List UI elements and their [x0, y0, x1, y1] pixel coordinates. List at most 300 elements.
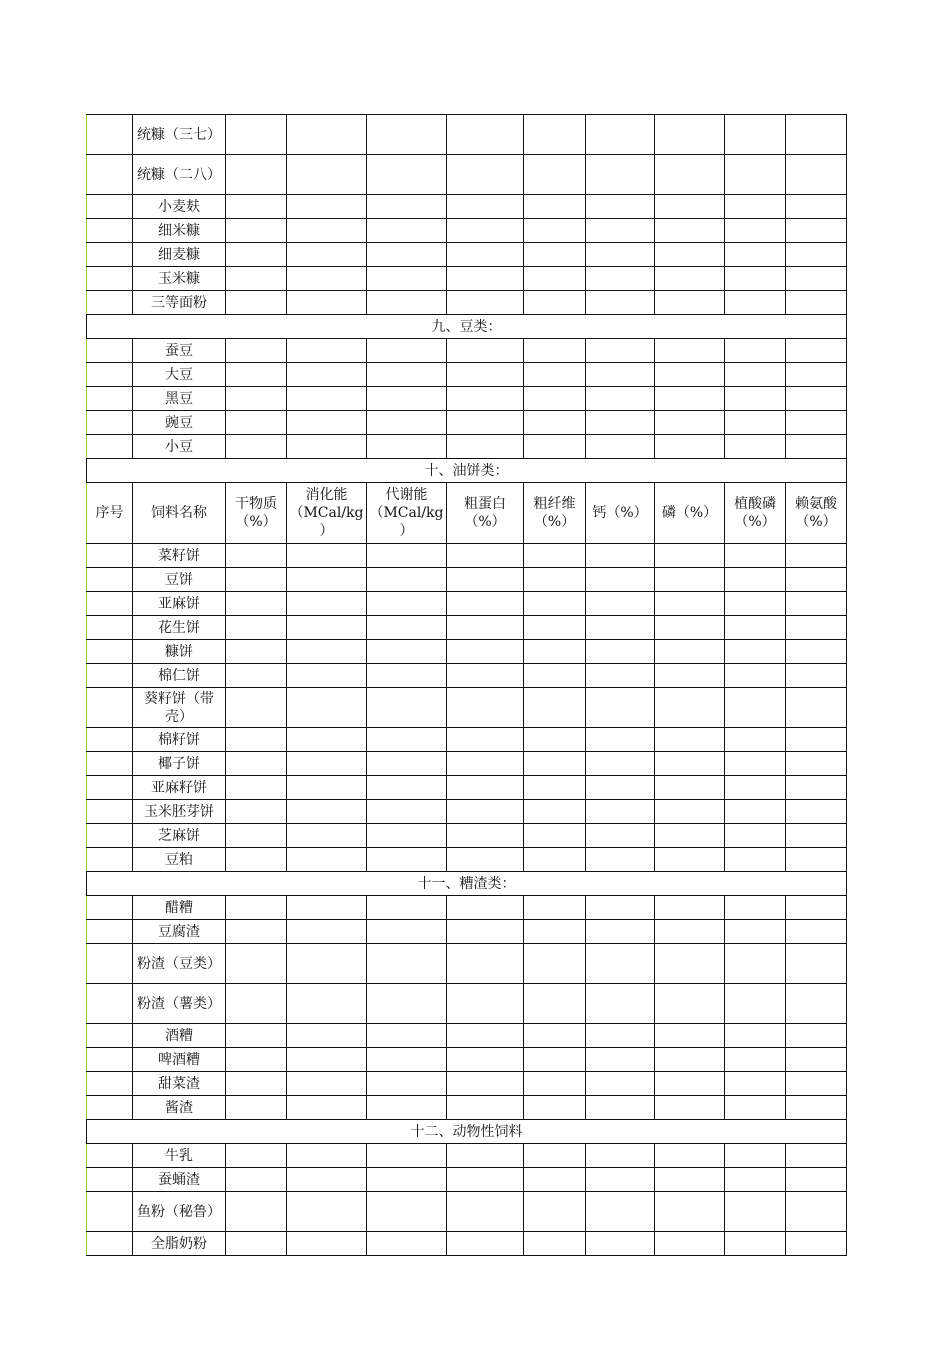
value-cell-p[interactable]	[655, 896, 725, 920]
value-cell-de[interactable]	[287, 1024, 367, 1048]
value-cell-ca[interactable]	[586, 664, 655, 688]
value-cell-ca[interactable]	[586, 1024, 655, 1048]
value-cell-lys[interactable]	[786, 387, 847, 411]
value-cell-cf[interactable]	[524, 115, 586, 155]
value-cell-p[interactable]	[655, 1232, 725, 1256]
value-cell-p[interactable]	[655, 195, 725, 219]
value-cell-pp[interactable]	[725, 1072, 786, 1096]
value-cell-dm[interactable]	[226, 688, 287, 728]
value-cell-me[interactable]	[367, 776, 447, 800]
value-cell-me[interactable]	[367, 664, 447, 688]
value-cell-cf[interactable]	[524, 752, 586, 776]
feed-name-cell[interactable]	[133, 616, 226, 640]
value-cell-pp[interactable]	[725, 291, 786, 315]
value-cell-ca[interactable]	[586, 568, 655, 592]
value-cell-pp[interactable]	[725, 848, 786, 872]
value-cell-cp[interactable]	[447, 776, 524, 800]
value-cell-pp[interactable]	[725, 1048, 786, 1072]
value-cell-pp[interactable]	[725, 387, 786, 411]
seq-cell[interactable]	[87, 1024, 133, 1048]
value-cell-me[interactable]	[367, 800, 447, 824]
value-cell-cp[interactable]	[447, 664, 524, 688]
value-cell-cp[interactable]	[447, 568, 524, 592]
value-cell-me[interactable]	[367, 920, 447, 944]
value-cell-cf[interactable]	[524, 800, 586, 824]
value-cell-lys[interactable]	[786, 984, 847, 1024]
value-cell-dm[interactable]	[226, 291, 287, 315]
header-de[interactable]	[287, 483, 367, 544]
seq-cell[interactable]	[87, 688, 133, 728]
seq-cell[interactable]	[87, 1232, 133, 1256]
value-cell-cp[interactable]	[447, 115, 524, 155]
seq-cell[interactable]	[87, 1192, 133, 1232]
value-cell-pp[interactable]	[725, 267, 786, 291]
value-cell-p[interactable]	[655, 267, 725, 291]
value-cell-dm[interactable]	[226, 195, 287, 219]
value-cell-cp[interactable]	[447, 1024, 524, 1048]
value-cell-me[interactable]	[367, 291, 447, 315]
value-cell-p[interactable]	[655, 688, 725, 728]
value-cell-cf[interactable]	[524, 1232, 586, 1256]
feed-name-cell[interactable]	[133, 752, 226, 776]
value-cell-p[interactable]	[655, 848, 725, 872]
value-cell-me[interactable]	[367, 984, 447, 1024]
value-cell-lys[interactable]	[786, 1232, 847, 1256]
header-cp[interactable]	[447, 483, 524, 544]
value-cell-lys[interactable]	[786, 1048, 847, 1072]
section-title-cell[interactable]	[87, 459, 847, 483]
value-cell-pp[interactable]	[725, 984, 786, 1024]
value-cell-cp[interactable]	[447, 291, 524, 315]
value-cell-me[interactable]	[367, 1048, 447, 1072]
value-cell-lys[interactable]	[786, 1168, 847, 1192]
value-cell-me[interactable]	[367, 848, 447, 872]
value-cell-cp[interactable]	[447, 1072, 524, 1096]
value-cell-p[interactable]	[655, 984, 725, 1024]
value-cell-me[interactable]	[367, 435, 447, 459]
value-cell-de[interactable]	[287, 195, 367, 219]
seq-cell[interactable]	[87, 267, 133, 291]
value-cell-pp[interactable]	[725, 568, 786, 592]
value-cell-p[interactable]	[655, 1024, 725, 1048]
value-cell-dm[interactable]	[226, 776, 287, 800]
value-cell-de[interactable]	[287, 984, 367, 1024]
value-cell-cp[interactable]	[447, 243, 524, 267]
value-cell-cf[interactable]	[524, 1144, 586, 1168]
value-cell-cp[interactable]	[447, 1192, 524, 1232]
value-cell-de[interactable]	[287, 896, 367, 920]
value-cell-ca[interactable]	[586, 592, 655, 616]
feed-name-cell[interactable]	[133, 848, 226, 872]
value-cell-lys[interactable]	[786, 363, 847, 387]
value-cell-lys[interactable]	[786, 896, 847, 920]
value-cell-pp[interactable]	[725, 1192, 786, 1232]
seq-cell[interactable]	[87, 1048, 133, 1072]
value-cell-pp[interactable]	[725, 435, 786, 459]
value-cell-cf[interactable]	[524, 219, 586, 243]
value-cell-dm[interactable]	[226, 155, 287, 195]
seq-cell[interactable]	[87, 155, 133, 195]
value-cell-lys[interactable]	[786, 688, 847, 728]
value-cell-me[interactable]	[367, 115, 447, 155]
value-cell-ca[interactable]	[586, 1168, 655, 1192]
value-cell-de[interactable]	[287, 1168, 367, 1192]
value-cell-pp[interactable]	[725, 1232, 786, 1256]
value-cell-lys[interactable]	[786, 776, 847, 800]
value-cell-lys[interactable]	[786, 1192, 847, 1232]
value-cell-de[interactable]	[287, 155, 367, 195]
value-cell-de[interactable]	[287, 824, 367, 848]
value-cell-p[interactable]	[655, 1048, 725, 1072]
value-cell-cp[interactable]	[447, 219, 524, 243]
seq-cell[interactable]	[87, 435, 133, 459]
seq-cell[interactable]	[87, 1168, 133, 1192]
value-cell-lys[interactable]	[786, 664, 847, 688]
seq-cell[interactable]	[87, 243, 133, 267]
value-cell-cp[interactable]	[447, 896, 524, 920]
value-cell-pp[interactable]	[725, 824, 786, 848]
feed-name-cell[interactable]	[133, 800, 226, 824]
value-cell-cf[interactable]	[524, 195, 586, 219]
value-cell-de[interactable]	[287, 664, 367, 688]
feed-name-cell[interactable]	[133, 155, 226, 195]
value-cell-me[interactable]	[367, 1232, 447, 1256]
value-cell-dm[interactable]	[226, 752, 287, 776]
value-cell-pp[interactable]	[725, 1144, 786, 1168]
value-cell-cf[interactable]	[524, 568, 586, 592]
value-cell-cf[interactable]	[524, 243, 586, 267]
value-cell-dm[interactable]	[226, 219, 287, 243]
feed-name-cell[interactable]	[133, 896, 226, 920]
value-cell-cp[interactable]	[447, 435, 524, 459]
value-cell-lys[interactable]	[786, 824, 847, 848]
value-cell-cf[interactable]	[524, 363, 586, 387]
value-cell-lys[interactable]	[786, 243, 847, 267]
value-cell-dm[interactable]	[226, 664, 287, 688]
seq-cell[interactable]	[87, 1072, 133, 1096]
value-cell-de[interactable]	[287, 435, 367, 459]
value-cell-p[interactable]	[655, 664, 725, 688]
value-cell-me[interactable]	[367, 640, 447, 664]
seq-cell[interactable]	[87, 800, 133, 824]
seq-cell[interactable]	[87, 291, 133, 315]
value-cell-dm[interactable]	[226, 363, 287, 387]
seq-cell[interactable]	[87, 592, 133, 616]
value-cell-cf[interactable]	[524, 592, 586, 616]
feed-name-cell[interactable]	[133, 387, 226, 411]
value-cell-p[interactable]	[655, 1192, 725, 1232]
feed-name-cell[interactable]	[133, 568, 226, 592]
value-cell-cf[interactable]	[524, 1192, 586, 1232]
value-cell-cp[interactable]	[447, 640, 524, 664]
value-cell-me[interactable]	[367, 387, 447, 411]
feed-name-cell[interactable]	[133, 688, 226, 728]
value-cell-ca[interactable]	[586, 1144, 655, 1168]
value-cell-cp[interactable]	[447, 267, 524, 291]
feed-name-cell[interactable]	[133, 243, 226, 267]
value-cell-de[interactable]	[287, 640, 367, 664]
value-cell-cf[interactable]	[524, 1072, 586, 1096]
seq-cell[interactable]	[87, 752, 133, 776]
value-cell-dm[interactable]	[226, 592, 287, 616]
feed-name-cell[interactable]	[133, 544, 226, 568]
value-cell-de[interactable]	[287, 848, 367, 872]
value-cell-p[interactable]	[655, 920, 725, 944]
value-cell-cf[interactable]	[524, 435, 586, 459]
value-cell-ca[interactable]	[586, 728, 655, 752]
seq-cell[interactable]	[87, 728, 133, 752]
value-cell-pp[interactable]	[725, 155, 786, 195]
value-cell-pp[interactable]	[725, 920, 786, 944]
value-cell-dm[interactable]	[226, 1192, 287, 1232]
feed-name-cell[interactable]	[133, 267, 226, 291]
value-cell-de[interactable]	[287, 411, 367, 435]
value-cell-dm[interactable]	[226, 944, 287, 984]
header-me[interactable]	[367, 483, 447, 544]
value-cell-de[interactable]	[287, 1048, 367, 1072]
feed-name-cell[interactable]	[133, 1192, 226, 1232]
seq-cell[interactable]	[87, 848, 133, 872]
value-cell-lys[interactable]	[786, 568, 847, 592]
value-cell-de[interactable]	[287, 800, 367, 824]
value-cell-pp[interactable]	[725, 728, 786, 752]
value-cell-cf[interactable]	[524, 984, 586, 1024]
value-cell-pp[interactable]	[725, 592, 786, 616]
value-cell-cf[interactable]	[524, 339, 586, 363]
value-cell-dm[interactable]	[226, 800, 287, 824]
value-cell-ca[interactable]	[586, 435, 655, 459]
feed-name-cell[interactable]	[133, 339, 226, 363]
value-cell-cf[interactable]	[524, 776, 586, 800]
seq-cell[interactable]	[87, 411, 133, 435]
value-cell-pp[interactable]	[725, 363, 786, 387]
value-cell-cp[interactable]	[447, 1144, 524, 1168]
value-cell-cp[interactable]	[447, 411, 524, 435]
value-cell-dm[interactable]	[226, 387, 287, 411]
value-cell-pp[interactable]	[725, 664, 786, 688]
feed-name-cell[interactable]	[133, 291, 226, 315]
value-cell-lys[interactable]	[786, 592, 847, 616]
value-cell-cp[interactable]	[447, 1048, 524, 1072]
value-cell-cf[interactable]	[524, 267, 586, 291]
value-cell-p[interactable]	[655, 544, 725, 568]
value-cell-dm[interactable]	[226, 1168, 287, 1192]
value-cell-ca[interactable]	[586, 544, 655, 568]
value-cell-p[interactable]	[655, 752, 725, 776]
value-cell-cp[interactable]	[447, 616, 524, 640]
value-cell-me[interactable]	[367, 195, 447, 219]
value-cell-de[interactable]	[287, 920, 367, 944]
value-cell-pp[interactable]	[725, 752, 786, 776]
value-cell-de[interactable]	[287, 387, 367, 411]
section-title-cell[interactable]	[87, 1120, 847, 1144]
feed-name-cell[interactable]	[133, 592, 226, 616]
feed-name-cell[interactable]	[133, 1168, 226, 1192]
value-cell-de[interactable]	[287, 728, 367, 752]
value-cell-de[interactable]	[287, 1192, 367, 1232]
value-cell-me[interactable]	[367, 568, 447, 592]
value-cell-pp[interactable]	[725, 896, 786, 920]
value-cell-ca[interactable]	[586, 1232, 655, 1256]
section-title-cell[interactable]	[87, 315, 847, 339]
value-cell-dm[interactable]	[226, 243, 287, 267]
seq-cell[interactable]	[87, 824, 133, 848]
value-cell-lys[interactable]	[786, 944, 847, 984]
value-cell-dm[interactable]	[226, 848, 287, 872]
value-cell-me[interactable]	[367, 411, 447, 435]
value-cell-ca[interactable]	[586, 155, 655, 195]
seq-cell[interactable]	[87, 616, 133, 640]
seq-cell[interactable]	[87, 1096, 133, 1120]
value-cell-cp[interactable]	[447, 363, 524, 387]
value-cell-lys[interactable]	[786, 1024, 847, 1048]
feed-name-cell[interactable]	[133, 1232, 226, 1256]
value-cell-dm[interactable]	[226, 411, 287, 435]
value-cell-dm[interactable]	[226, 1232, 287, 1256]
value-cell-cf[interactable]	[524, 728, 586, 752]
value-cell-lys[interactable]	[786, 848, 847, 872]
feed-name-cell[interactable]	[133, 1048, 226, 1072]
feed-name-cell[interactable]	[133, 664, 226, 688]
value-cell-pp[interactable]	[725, 195, 786, 219]
value-cell-me[interactable]	[367, 896, 447, 920]
value-cell-lys[interactable]	[786, 544, 847, 568]
value-cell-de[interactable]	[287, 688, 367, 728]
value-cell-pp[interactable]	[725, 1168, 786, 1192]
value-cell-dm[interactable]	[226, 1144, 287, 1168]
feed-name-cell[interactable]	[133, 920, 226, 944]
value-cell-cf[interactable]	[524, 896, 586, 920]
value-cell-de[interactable]	[287, 1144, 367, 1168]
value-cell-p[interactable]	[655, 219, 725, 243]
value-cell-p[interactable]	[655, 435, 725, 459]
value-cell-ca[interactable]	[586, 688, 655, 728]
value-cell-pp[interactable]	[725, 800, 786, 824]
value-cell-cf[interactable]	[524, 664, 586, 688]
value-cell-dm[interactable]	[226, 1024, 287, 1048]
value-cell-p[interactable]	[655, 776, 725, 800]
value-cell-cf[interactable]	[524, 1168, 586, 1192]
value-cell-me[interactable]	[367, 544, 447, 568]
value-cell-dm[interactable]	[226, 728, 287, 752]
header-ca[interactable]	[586, 483, 655, 544]
header-lys[interactable]	[786, 483, 847, 544]
value-cell-dm[interactable]	[226, 616, 287, 640]
value-cell-dm[interactable]	[226, 435, 287, 459]
value-cell-lys[interactable]	[786, 219, 847, 243]
value-cell-ca[interactable]	[586, 1048, 655, 1072]
value-cell-ca[interactable]	[586, 640, 655, 664]
feed-name-cell[interactable]	[133, 776, 226, 800]
value-cell-p[interactable]	[655, 1168, 725, 1192]
seq-cell[interactable]	[87, 339, 133, 363]
value-cell-pp[interactable]	[725, 616, 786, 640]
value-cell-dm[interactable]	[226, 984, 287, 1024]
value-cell-p[interactable]	[655, 1072, 725, 1096]
value-cell-de[interactable]	[287, 339, 367, 363]
value-cell-cf[interactable]	[524, 411, 586, 435]
value-cell-ca[interactable]	[586, 267, 655, 291]
value-cell-cp[interactable]	[447, 920, 524, 944]
seq-cell[interactable]	[87, 544, 133, 568]
value-cell-dm[interactable]	[226, 824, 287, 848]
feed-name-cell[interactable]	[133, 219, 226, 243]
header-cf[interactable]	[524, 483, 586, 544]
value-cell-cf[interactable]	[524, 544, 586, 568]
value-cell-ca[interactable]	[586, 984, 655, 1024]
value-cell-cf[interactable]	[524, 387, 586, 411]
value-cell-dm[interactable]	[226, 339, 287, 363]
value-cell-pp[interactable]	[725, 1024, 786, 1048]
value-cell-p[interactable]	[655, 291, 725, 315]
value-cell-p[interactable]	[655, 155, 725, 195]
value-cell-me[interactable]	[367, 1168, 447, 1192]
value-cell-pp[interactable]	[725, 243, 786, 267]
seq-cell[interactable]	[87, 363, 133, 387]
value-cell-cp[interactable]	[447, 752, 524, 776]
seq-cell[interactable]	[87, 1144, 133, 1168]
value-cell-cp[interactable]	[447, 592, 524, 616]
value-cell-cf[interactable]	[524, 616, 586, 640]
seq-cell[interactable]	[87, 640, 133, 664]
value-cell-cf[interactable]	[524, 1048, 586, 1072]
feed-name-cell[interactable]	[133, 984, 226, 1024]
header-pp[interactable]	[725, 483, 786, 544]
value-cell-p[interactable]	[655, 640, 725, 664]
value-cell-dm[interactable]	[226, 640, 287, 664]
value-cell-dm[interactable]	[226, 1096, 287, 1120]
value-cell-de[interactable]	[287, 115, 367, 155]
section-title-cell[interactable]	[87, 872, 847, 896]
value-cell-p[interactable]	[655, 243, 725, 267]
value-cell-cp[interactable]	[447, 728, 524, 752]
value-cell-ca[interactable]	[586, 243, 655, 267]
seq-cell[interactable]	[87, 920, 133, 944]
value-cell-de[interactable]	[287, 291, 367, 315]
value-cell-ca[interactable]	[586, 920, 655, 944]
value-cell-lys[interactable]	[786, 1072, 847, 1096]
value-cell-lys[interactable]	[786, 195, 847, 219]
value-cell-cp[interactable]	[447, 1096, 524, 1120]
value-cell-dm[interactable]	[226, 1072, 287, 1096]
seq-cell[interactable]	[87, 568, 133, 592]
value-cell-lys[interactable]	[786, 339, 847, 363]
value-cell-ca[interactable]	[586, 387, 655, 411]
value-cell-de[interactable]	[287, 592, 367, 616]
value-cell-de[interactable]	[287, 219, 367, 243]
value-cell-me[interactable]	[367, 155, 447, 195]
value-cell-de[interactable]	[287, 1072, 367, 1096]
value-cell-pp[interactable]	[725, 544, 786, 568]
feed-name-cell[interactable]	[133, 363, 226, 387]
value-cell-cp[interactable]	[447, 944, 524, 984]
value-cell-cp[interactable]	[447, 387, 524, 411]
value-cell-de[interactable]	[287, 568, 367, 592]
value-cell-de[interactable]	[287, 944, 367, 984]
value-cell-ca[interactable]	[586, 752, 655, 776]
value-cell-cf[interactable]	[524, 155, 586, 195]
feed-name-cell[interactable]	[133, 1144, 226, 1168]
value-cell-p[interactable]	[655, 1096, 725, 1120]
value-cell-lys[interactable]	[786, 435, 847, 459]
seq-cell[interactable]	[87, 664, 133, 688]
value-cell-ca[interactable]	[586, 616, 655, 640]
value-cell-lys[interactable]	[786, 1096, 847, 1120]
value-cell-cp[interactable]	[447, 155, 524, 195]
feed-name-cell[interactable]	[133, 824, 226, 848]
value-cell-me[interactable]	[367, 1144, 447, 1168]
header-dm[interactable]	[226, 483, 287, 544]
